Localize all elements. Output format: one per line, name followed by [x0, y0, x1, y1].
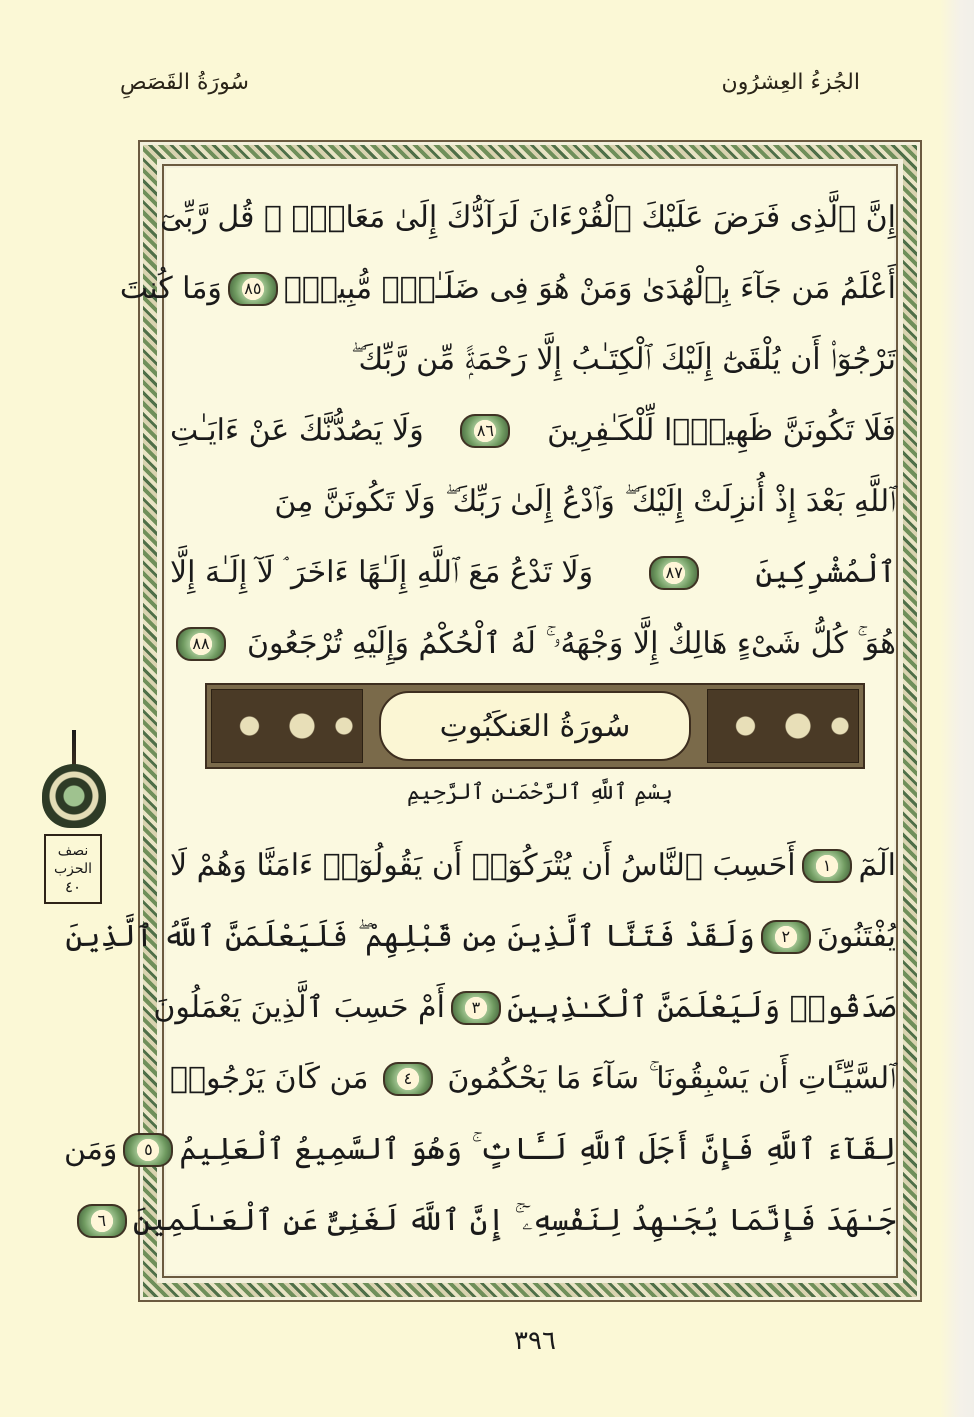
line-text: وَمَا كُنتَ — [119, 271, 222, 306]
basmala: بِسْمِ ٱللَّهِ ٱلرَّحْمَـٰنِ ٱلرَّحِيمِ — [407, 780, 673, 805]
ayah-marker: ٥ — [123, 1133, 173, 1167]
line-text: تَرْجُوٓا۟ أَن يُلْقَىٰٓ إِلَيْكَ ٱلْكِتَـٰبُ إِلَّا رَحْمَةًۭ مِّن رَّبِّكَ ۖ — [351, 342, 896, 377]
line-text: أَمْ حَسِبَ ٱلَّذِينَ يَعْمَلُونَ — [153, 990, 445, 1025]
line-text: ٱلْمُشْرِكِينَ — [755, 555, 896, 590]
text-line — [170, 1043, 896, 1114]
line-text: إِنَّ ٱلَّذِى فَرَضَ عَلَيْكَ ٱلْقُرْءَانَ لَرَآدُّكَ إِلَىٰ مَعَادٍۢ ۚ قُل رَّبِّىٓ — [160, 200, 896, 235]
hizb-label-line1: نصف — [57, 843, 89, 859]
text-line — [170, 537, 896, 608]
ayah-marker: ٨٥ — [228, 272, 278, 306]
ayah-marker: ٦ — [77, 1204, 127, 1238]
text-line — [170, 830, 896, 901]
ayah-marker: ٣ — [451, 991, 501, 1025]
header-surah-name: سُورَةُ القَصَصِ — [120, 70, 249, 95]
line-text: مَن كَانَ يَرْجُوا۟ — [170, 1061, 369, 1096]
line-text: وَمَن — [63, 1132, 118, 1167]
line-text: وَلَقَدْ فَتَنَّا ٱلَّذِينَ مِن قَبْلِهِمْ ۖ فَلَيَعْلَمَنَّ ٱللَّهُ ٱلَّذِينَ — [65, 919, 755, 954]
line-text: أَحَسِبَ ٱلنَّاسُ أَن يُتْرَكُوٓا۟ أَن يَقُولُوٓا۟ ءَامَنَّا وَهُمْ لَا — [170, 848, 796, 883]
ayah-marker: ١ — [802, 849, 852, 883]
banner-ornament-right — [707, 689, 859, 763]
text-line — [170, 608, 896, 679]
text-line — [65, 901, 896, 972]
line-text: لِقَآءَ ٱللَّهِ فَإِنَّ أَجَلَ ٱللَّهِ لَـَٔاتٍۢ ۚ وَهُوَ ٱلسَّمِيعُ ٱلْعَلِيمُ — [179, 1132, 896, 1167]
line-text: يُفْتَنُونَ — [816, 919, 896, 954]
line-text: صَدَقُوا۟ وَلَيَعْلَمَنَّ ٱلْكَـٰذِبِينَ — [506, 990, 896, 1025]
rosette-icon — [42, 764, 106, 828]
page-edge — [940, 0, 974, 1417]
text-line — [97, 1185, 896, 1256]
text-line — [63, 1114, 896, 1185]
ayah-marker: ٢ — [761, 920, 811, 954]
hizb-number: ٤٠ — [64, 878, 82, 896]
line-text: وَلَا تَدْعُ مَعَ ٱللَّهِ إِلَـٰهًا ءَاخَرَ ۘ لَآ إِلَـٰهَ إِلَّا — [170, 555, 594, 590]
line-text: جَـٰهَدَ فَإِنَّمَا يُجَـٰهِدُ لِنَفْسِهِۦٓ ۚ إِنَّ ٱللَّهَ لَغَنِىٌّ عَنِ ٱلْعَـٰلَمِينَ — [132, 1203, 896, 1238]
text-line — [153, 972, 896, 1043]
text-line — [170, 324, 896, 395]
hizb-label — [44, 834, 102, 904]
line-text: الٓمٓ — [858, 848, 896, 883]
line-text: ٱلسَّيِّـَٔاتِ أَن يَسْبِقُونَا ۚ سَآءَ مَا يَحْكُمُونَ — [447, 1061, 896, 1096]
line-text: ٱللَّهِ بَعْدَ إِذْ أُنزِلَتْ إِلَيْكَ ۖ وَٱدْعُ إِلَىٰ رَبِّكَ ۖ وَلَا تَكُونَنَّ مِنَ — [274, 484, 896, 519]
hizb-label-line2: الحزب — [53, 861, 93, 877]
surah-title: سُورَةُ العَنكَبُوتِ — [379, 691, 691, 761]
page-number: ٣٩٦ — [514, 1326, 556, 1356]
ayah-marker: ٨٦ — [460, 414, 510, 448]
line-text: أَعْلَمُ مَن جَآءَ بِٱلْهُدَىٰ وَمَنْ هُوَ فِى ضَلَـٰلٍۢ مُّبِينٍۢ — [283, 271, 896, 306]
header-juz: الجُزءُ العِشرُون — [721, 70, 860, 95]
text-block-top — [119, 182, 896, 679]
text-line — [170, 395, 896, 466]
line-text: وَلَا يَصُدُّنَّكَ عَنْ ءَايَـٰتِ — [170, 413, 424, 448]
ayah-marker: ٨٧ — [649, 556, 699, 590]
text-line — [119, 253, 896, 324]
ayah-marker: ٤ — [383, 1062, 433, 1096]
line-text: هُوَ ۚ كُلُّ شَىْءٍ هَالِكٌ إِلَّا وَجْهَهُۥ ۚ لَهُ ٱلْحُكْمُ وَإِلَيْهِ تُرْجَعُونَ — [246, 626, 896, 661]
hizb-marker — [38, 730, 110, 910]
surah-title-banner — [205, 683, 865, 769]
ayah-marker: ٨٨ — [176, 627, 226, 661]
line-text: فَلَا تَكُونَنَّ ظَهِيرًۭا لِّلْكَـٰفِرِينَ — [547, 413, 896, 448]
page-header — [120, 70, 860, 110]
text-line — [160, 182, 896, 253]
text-line — [170, 466, 896, 537]
banner-ornament-left — [211, 689, 363, 763]
